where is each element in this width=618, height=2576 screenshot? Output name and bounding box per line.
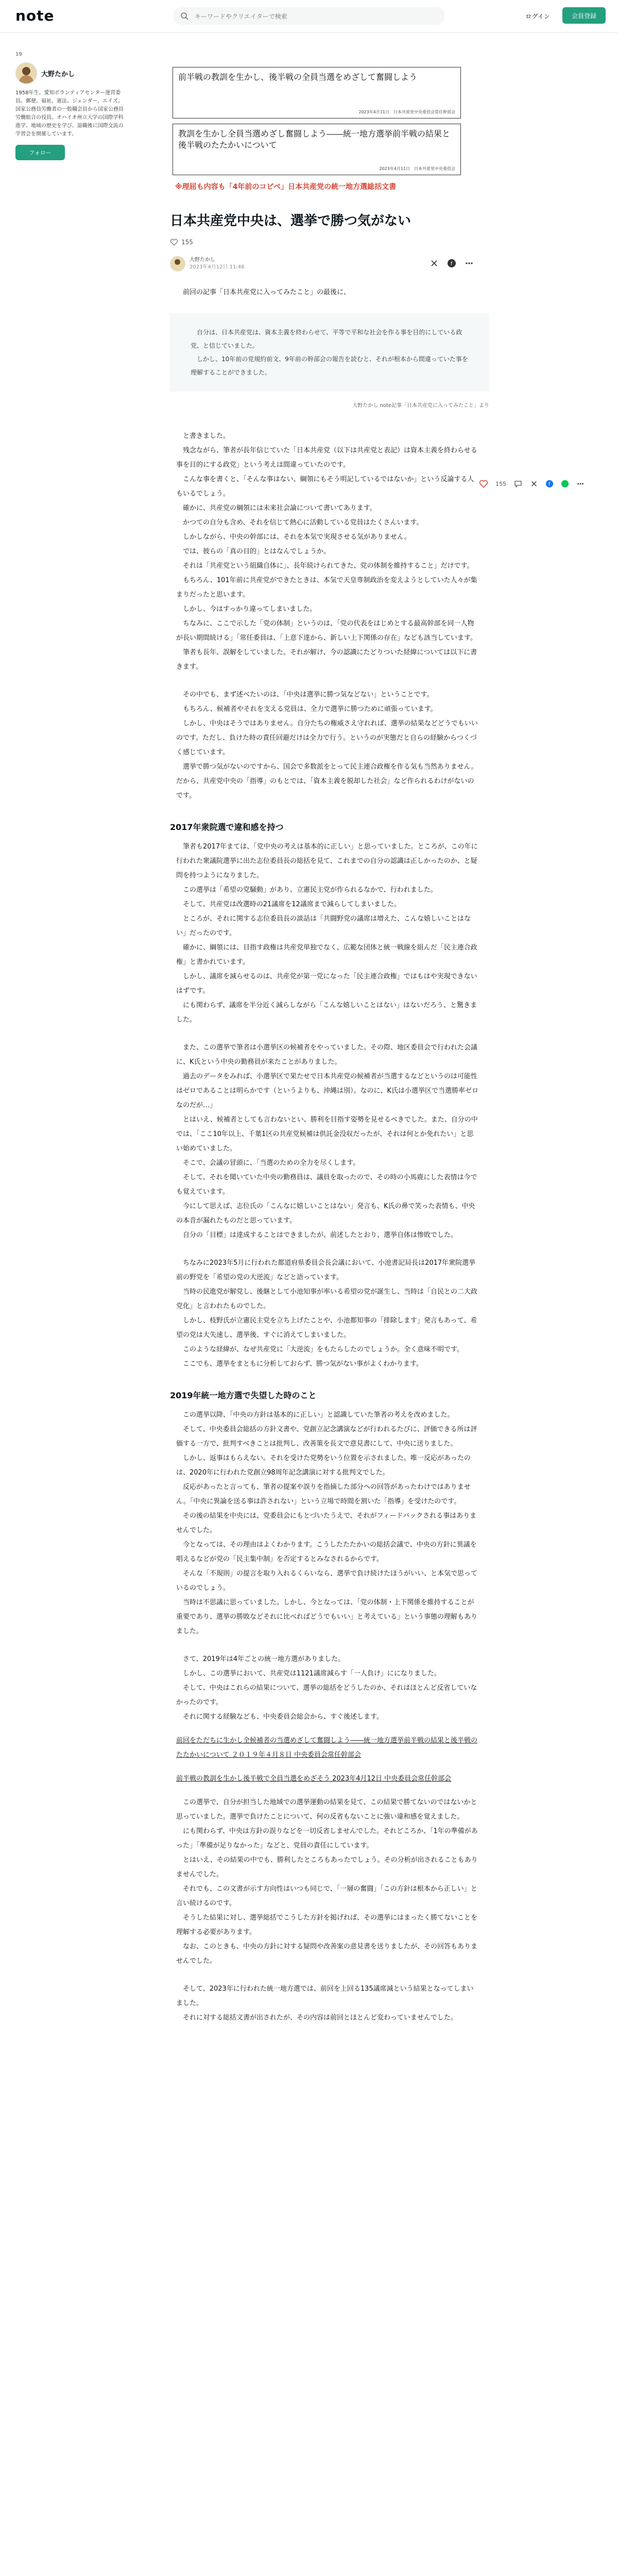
signup-button[interactable]: 会員登録 <box>562 7 606 24</box>
paragraph: そうした結果に対し、選挙総括でこうした方針を掲げれば、その選挙にはまったく勝てないことを理解する必要があります。 <box>176 1914 478 1936</box>
section-heading-2019: 2019年統一地方選で失望した時のこと <box>170 1391 317 1400</box>
paragraph: それでも、この文書が示す方向性はいつも同じで、「一層の奮闘」「この方針は根本から正しい」と言い続けるのです。 <box>176 1885 477 1907</box>
paragraph: それに対する総括文書が出されたが、その内容は前回とほとんど変わっていませんでした。 <box>183 2014 457 2022</box>
intro-paragraph: 前回の記事「日本共産党に入ってみたこと」の最後に、 <box>183 289 351 296</box>
paragraph: そこで、会議の冒頭に、「当選のための全力を尽くします。 <box>183 1159 360 1167</box>
hero-card-1 <box>173 67 461 118</box>
share-icons <box>430 259 474 268</box>
section-heading-2017: 2017年衆院選で違和感を持つ <box>170 822 284 832</box>
paragraph: とはいえ、候補者としても言わないとい、勝利を目指す姿勢を見せるべきでした。また、自分の中では、「ここ10年以上、千葉1区の共産党候補は供託金没収だったが、それは何とか免れたい」と思い始めていました。 <box>176 1116 478 1153</box>
more-options-icon[interactable] <box>576 480 585 488</box>
like-count: 155 <box>181 239 193 246</box>
floating-actions <box>479 479 585 488</box>
hero-card-1-title: 前半戦の教訓を生かし、後半戦の全員当選をめざして奮闘しよう <box>178 72 418 82</box>
hero-card-1-source: 2023年4月11日 日本共産党中央委員会常任幹部会 <box>358 110 455 114</box>
paragraph: ちなみに、ここで示した「党の体制」というのは、「党の代表をはじめとする最高幹部を同一人物が長い期間続ける」「常任委員は、「上意下達から、新しい上下関係の存在」なども該当しています。 <box>176 620 477 642</box>
paragraph: しかし、返事はもらえない。それを受けた党勢をいう位置を示されました。唯一反応があったのは、2020年に行われた党創立98周年記念講演に対する批判文でした。 <box>176 1454 471 1477</box>
paragraph: 確かに、綱領には、目指す政権は共産党単独でなく、広範な団体と統一戦線を組んだ「民主連合政権」と書かれています。 <box>176 944 477 966</box>
x-share-icon[interactable] <box>530 480 538 488</box>
paragraph: その中でも、まず述べたいのは、「中央は選挙に勝つ気などない」ということです。 <box>183 691 434 699</box>
comment-icon[interactable] <box>513 479 523 488</box>
hero-image <box>170 67 489 196</box>
paragraph: 反応があったと言っても、筆者の提案や誤りを指摘した部分への回答があったわけではありません。「中央に異論を送る事は許されない」という立場で時間を割いた「指導」を受けたのです。 <box>176 1483 471 1505</box>
sidebar-author[interactable] <box>15 62 144 84</box>
paragraph: しかし、枝野氏が立憲民主党を立ち上げたことや、小池都知事の「排除します」発言もあって、希望の党は大失速し、選挙後、すぐに消えてしまいました。 <box>176 1317 477 1339</box>
paragraph: そして、中央委員会総括の方針文書や、党創立記念講演などが行われるたびに、評価できる所は評価する一方で、批判すべきことは批判し、改善策を長文で意見書にして、中央に送りました。 <box>176 1426 477 1448</box>
paragraph: そして、中央はこれらの結果について、選挙の総括をどうしたのか、それはほとんど反省していなかったのです。 <box>176 1684 477 1706</box>
svg-text:f: f <box>548 482 551 487</box>
paragraph: 自分の「目標」は達成することはできましたが、前述したとおり、選挙自体は惨敗でした。 <box>183 1231 458 1239</box>
note-logo[interactable]: note <box>15 7 55 24</box>
paragraph: 筆者も長年、誤解をしていました。それが解け、今の認識にたどりついた経緯については以下に書きます。 <box>176 649 477 671</box>
paragraph: また、この選挙で筆者は小選挙区の候補者をやっていました。その際、地区委員会で行われた会議に、K氏という中央の勤務員が来たことがありました。 <box>176 1044 478 1066</box>
hero-card-2-title: 教訓を生かし全員当選めざし奮闘しよう――統一地方選挙前半戦の結果と後半戦のたたかいについて <box>178 129 451 150</box>
paragraph: そして、2023年に行われた統一地方選では、前回を上回る135議席減という結果となってしまいました。 <box>176 1985 474 2007</box>
paragraph: 当時の民進党が解党し、後継として小池知事が率いる希望の党が誕生し、当時は「自民との二大政党化」と言われたものでした。 <box>176 1288 478 1310</box>
article-title: 日本共産党中央は、選挙で勝つ気がない <box>170 213 411 229</box>
paragraph: そして、それを聞いていた中央の勤務員は、議員を取ったので、その時の小馬鹿にした表情は今でも覚えています。 <box>176 1174 477 1196</box>
meta-avatar[interactable] <box>170 256 185 272</box>
paragraph: 選挙で勝つ気がないのですから、国会で多数派をとって民主連合政権を作る気も当然ありません。だから、共産党中央の「指導」のもとでは、「資本主義を脱却した社会」など作られるわけがないのです。 <box>176 763 478 800</box>
paragraph: この選挙で、自分が担当した地域での選挙運動の結果を見て、この結果で勝てないのではないかと思っていました。選挙で負けたことについて、何の反省もないことに強い違和感を覚えました。 <box>176 1799 477 1821</box>
meta-text <box>190 257 245 271</box>
paragraph: それは「共産党という組織自体に」、長年続けられてきた、党の体制を維持すること」だけです。 <box>183 562 474 570</box>
paragraph: 過去のデータをみれば、小選挙区で果たせで日本共産党の候補者が当選するなどというのは可能性はゼロであることは明らかです（というよりも、沖縄は別）。なのに、K氏は小選挙区で当選勝率ゼロなのだが…」 <box>176 1073 479 1109</box>
paragraph: こんな事を書くと、「そんな事はない、綱領にもそう明記しているではないか」という反論する人もいるでしょう。 <box>176 476 474 498</box>
paragraph: それに関する経験なども、中央委員会総会から、すぐ後述します。 <box>183 1713 383 1721</box>
paragraph: 今にして思えば、志位氏の「こんなに嬉しいことはない」発言も、K氏の鼻で笑った表情も、中央の本音が漏れたものだと思っています。 <box>176 1202 475 1225</box>
search-input[interactable] <box>194 7 438 26</box>
quote-caption: 大野たかし note記事「日本共産党に入ってみたこと」より <box>352 403 489 409</box>
section-2017 <box>170 840 480 1371</box>
article-meta <box>170 255 489 273</box>
article-intro <box>170 285 480 300</box>
floating-like-count: 155 <box>495 480 506 487</box>
hero-card-2 <box>173 124 461 175</box>
paragraph: ところが、それに関する志位委員長の談話は「共闘野党の議席は増えた、こんな嬉しいことはない」だったのです。 <box>176 915 471 937</box>
paragraph: そんな「不規則」の提言を取り入れるくらいなら、選挙で負け続けたほうがいい、と本気で思っているのでしょう。 <box>176 1570 478 1592</box>
facebook-share-icon[interactable] <box>545 480 554 488</box>
reference-link-2023[interactable]: 前半戦の教訓を生かし後半戦で全員当選をめざそう 2023年4月12日 中央委員会常任幹部会 <box>176 1775 452 1783</box>
paragraph: しかし、議席を減らせるのは、共産党が第一党になった「民主連合政権」ではもはや実現できないはずです。 <box>176 973 477 995</box>
paragraph: その後の結果を中央には、党委員会にもとづいたうえで、それがフィードバックされる事はありませんでした。 <box>176 1512 477 1534</box>
paragraph: 残念ながら、筆者が長年信じていた「日本共産党（以下は共産党と表記）は資本主義を終わらせる事を目的にする政党」という考えは間違っていたのです。 <box>176 447 477 469</box>
avatar[interactable] <box>15 62 37 84</box>
x-share-icon[interactable] <box>430 259 439 268</box>
paragraph: ちなみに2023年5月に行われた都道府県委員会長会議において、小池書記局長は2017年衆院選挙前の野党を「希望の党の大逆流」などと語っています。 <box>176 1259 476 1281</box>
paragraph: しかし、中央はそうではありません。自分たちの権威さえ守れれば、選挙の結果などどうでもいいのです。ただし、負けた時の責任回避だけは全力で行う。というのが実態だと自らの経験からつくづく感じています。 <box>176 720 478 756</box>
paragraph: では、彼らの「真の目的」とはなんでしょうか。 <box>183 548 331 555</box>
quote-paragraph: しかし、10年前の党規約前文、9年前の幹部会の報告を読むと、それが根本から間違っていた事を理解することができました。 <box>191 355 468 376</box>
paragraph: 確かに、共産党の綱領には未来社会論について書いてあります。 <box>183 504 376 512</box>
paragraph: そして、共産党は改選時の21議席を12議席まで減らしてしまいました。 <box>183 901 401 908</box>
reference-links <box>170 1734 480 1786</box>
top-bar <box>0 0 618 33</box>
quote-box <box>170 313 489 392</box>
paragraph: しかし、この選挙において、共産党は1121議席減らす「一人負け」にになりました。 <box>183 1670 441 1677</box>
paragraph: にも関わらず、中央は方針の誤りなどを一切反省しませんでした。それどころか、「1年の準備があった」「準備が足りなかった」などと、党員の責任にしています。 <box>176 1827 478 1850</box>
paragraph: もちろん、候補者やそれを支える党員は、全力で選挙に勝つために頑張っています。 <box>183 705 437 713</box>
section-2019 <box>170 1408 480 1724</box>
svg-text:f: f <box>451 261 453 267</box>
paragraph: にも関わらず、議席を半分近く減らしながら「こんな嬉しいことはない」はないだろう、と驚きました。 <box>176 1002 477 1024</box>
paragraph: しかし、今はすっかり違ってしまいました。 <box>183 605 317 613</box>
like-row[interactable] <box>170 238 489 246</box>
author-bio: 1958年生。愛知ボランティアセンター運営委員。郵便、福祉、憲法、ジェンダー、エイズ。国家公務員労働者の一般職会員から国家公務員労働組合の役員。オハイオ州立大学の国際学科進学、地域の歴史を学び、退職後に国際交流の学習会を開催しています。 <box>15 90 124 137</box>
paragraph: 当時は不思議に思っていました。しかし、今となっては、「党の体制・上下関係を維持することが重要であり、選挙の勝敗などそれに比べればどうでもいい」と考えている」という事態の理解もありました。 <box>176 1599 478 1635</box>
login-button[interactable]: ログイン <box>520 8 555 24</box>
reference-link-2019[interactable]: 前回をただちに生かし全候補者の当選めざして奮闘しよう――統一地方選挙前半戦の結果と後半戦のたたかいについて ２０１９年４月８日 中央委員会常任幹部会 <box>176 1737 478 1759</box>
hero-card-2-source: 2023年4月11日 日本共産党中央委員会 <box>379 166 455 171</box>
paragraph: この選挙は「希望の党騒動」があり、立憲民主党が作られるなかで、行われました。 <box>183 886 437 894</box>
meta-author[interactable]: 大野たかし <box>190 257 215 263</box>
paragraph: しかしながら、中央の幹部には、それを本気で実現させる気がありません。 <box>183 533 411 541</box>
author-sidebar <box>15 52 144 160</box>
paragraph: なお、このときも、中央の方針に対する疑問や改善案の意見書を送りましたが、その回答もありませんでした。 <box>176 1943 478 1965</box>
heart-icon[interactable] <box>479 479 488 488</box>
sidebar-badge: 19 <box>15 52 22 57</box>
follow-button[interactable]: フォロー <box>15 145 65 160</box>
article-body-1 <box>170 429 480 803</box>
quote-paragraph: 自分は、日本共産党は、資本主義を終わらせて、平等で平和な社会を作る事を目的にしている政党、と信じていました。 <box>191 329 462 349</box>
paragraph: かつての自分も含め、それを信じて熱心に活動している党員はたくさんいます。 <box>183 519 423 527</box>
paragraph: この選挙以降、「中央の方針は基本的に正しい」と認識していた筆者の考えを改めました。 <box>183 1411 454 1419</box>
meta-date: 2023年4月12日 11:46 <box>190 264 245 270</box>
facebook-share-icon[interactable] <box>447 259 456 268</box>
line-share-icon[interactable] <box>561 480 569 488</box>
heart-icon[interactable] <box>170 238 178 246</box>
paragraph: 今となっては、その理由はよくわかります。こうしたたたかいの総括会議で、中央の方針に異議を唱えるなどが党の「民主集中制」を否定するとみなされるからです。 <box>176 1541 477 1563</box>
paragraph: とはいえ、その結果の中でも、勝利したところもあったでしょう。その分析が出されることもありませんでした。 <box>176 1856 478 1878</box>
paragraph: もちろん、101年前に共産党ができたときは、本気で天皇専制政治を変えようとしていた人々が集まりだったと思います。 <box>176 577 477 599</box>
author-name[interactable]: 大野たかし <box>41 70 75 78</box>
article-main <box>170 67 489 2025</box>
paragraph: このような経緯が、なぜ共産党に「大逆流」をもたらしたのでしょうか。全く意味不明です。 <box>183 1346 464 1353</box>
section-2019-continued <box>170 1795 480 2025</box>
paragraph: さて、2019年は4年ごとの統一地方選がありました。 <box>183 1655 345 1663</box>
search-box[interactable] <box>173 7 445 25</box>
paragraph: 筆者も2017年まては、「党中央の考えは基本的に正しい」と思っていました。ところが、この年に行われた衆議院選挙に出た志位委員長の総括を見て、これまでの自分の認識は正しかったのか、と疑問を持つようになりました。 <box>176 843 478 879</box>
paragraph: と書きました。 <box>183 432 230 440</box>
paragraph: ここでも、選挙をまともに分析しておらず、勝つ気がない事がよくわかります。 <box>183 1360 423 1368</box>
search-icon <box>180 12 188 20</box>
hero-red-banner: ※理屈も内容も「4年前のコピペ」日本共産党の統一地方選総括文書 <box>175 183 397 191</box>
more-options-icon[interactable] <box>465 259 474 268</box>
